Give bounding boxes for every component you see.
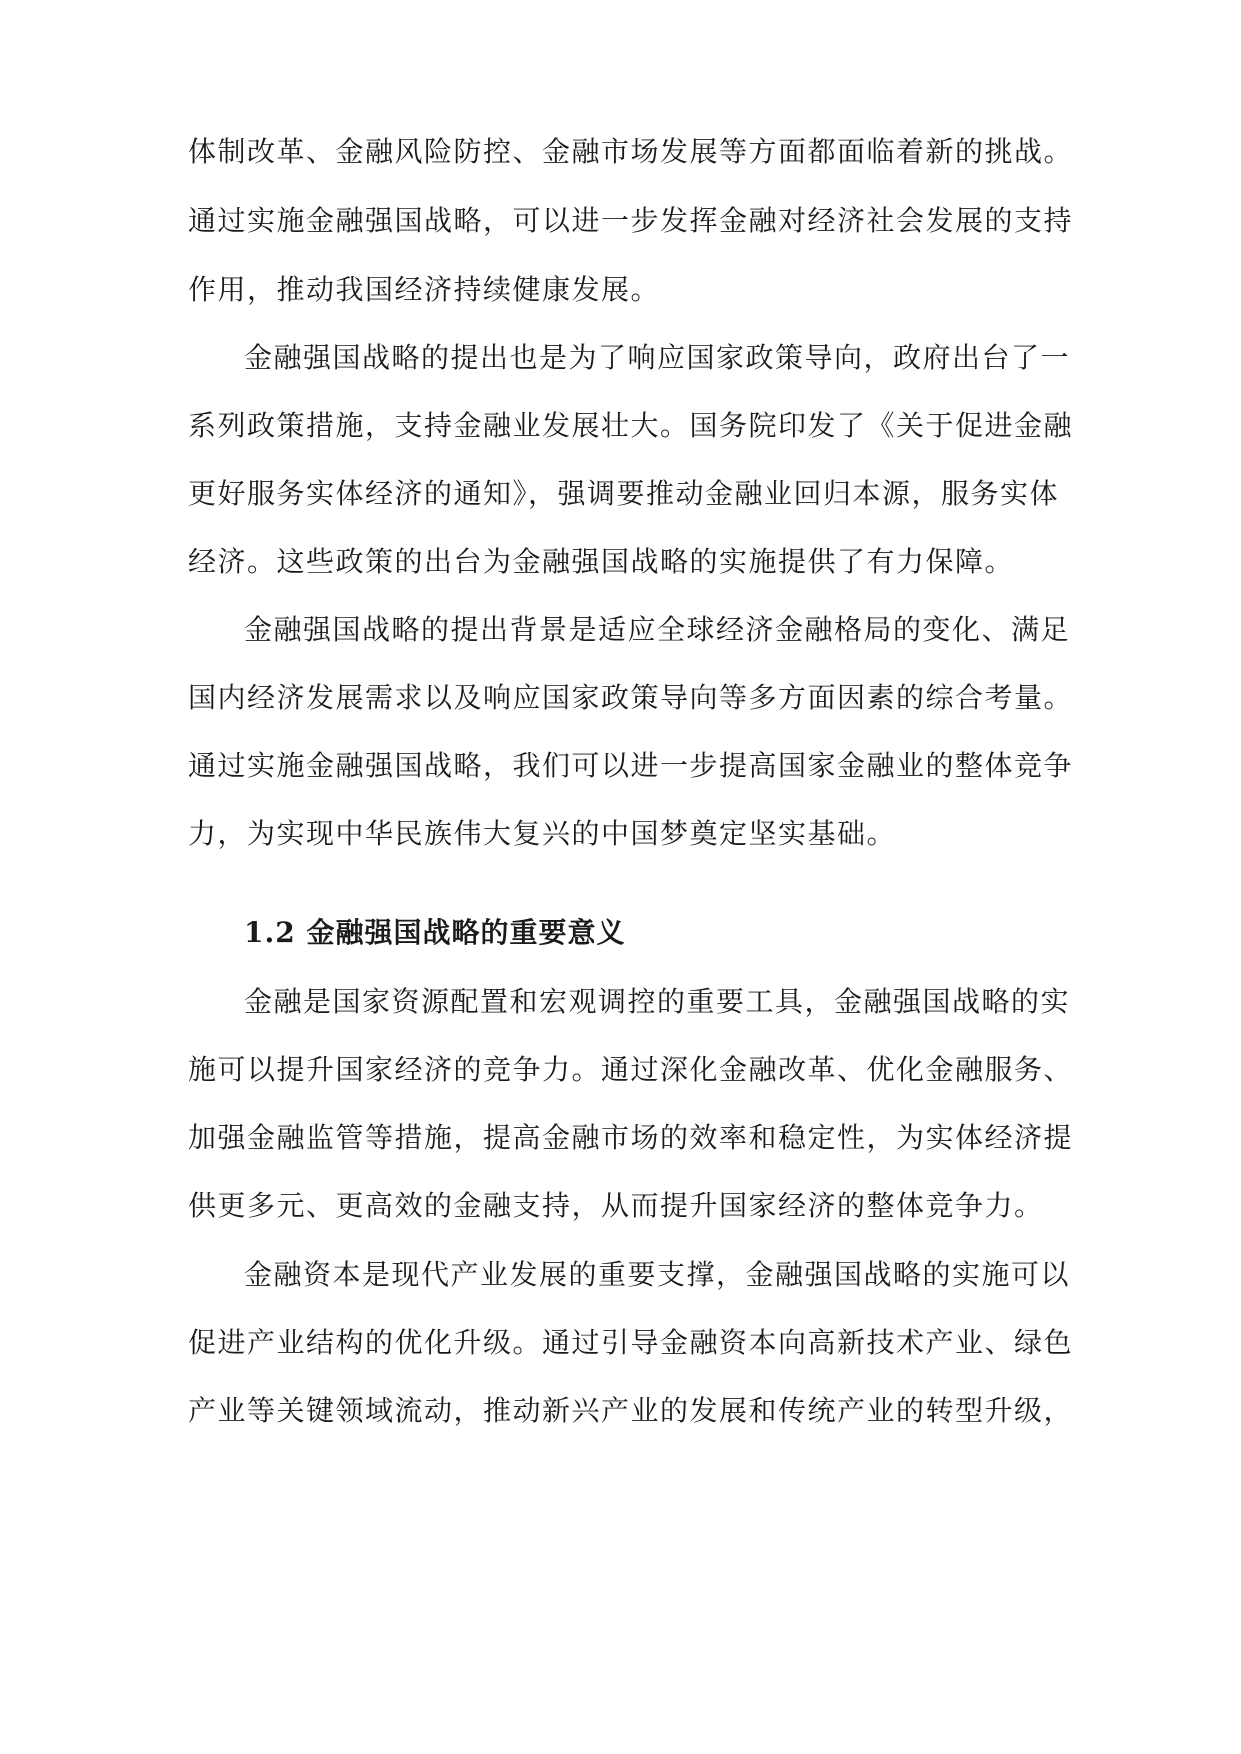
paragraph-2-line-3: 更好服务实体经济的通知》，强调要推动金融业回归本源，服务实体 bbox=[188, 477, 1060, 510]
section-paragraph-2-line-3: 产业等关键领域流动，推动新兴产业的发展和传统产业的转型升级， bbox=[188, 1394, 1074, 1427]
paragraph-3-line-3: 通过实施金融强国战略，我们可以进一步提高国家金融业的整体竞争 bbox=[188, 749, 1074, 782]
paragraph-1-line-3: 作用，推动我国经济持续健康发展。 bbox=[188, 273, 661, 306]
section-paragraph-2-line-1: 金融资本是现代产业发展的重要支撑，金融强国战略的实施可以 bbox=[244, 1258, 1071, 1291]
section-heading: 1.2 金融强国战略的重要意义 bbox=[244, 916, 626, 949]
section-paragraph-1-line-2: 施可以提升国家经济的竞争力。通过深化金融改革、优化金融服务、 bbox=[188, 1053, 1074, 1086]
section-paragraph-1-line-3: 加强金融监管等措施，提高金融市场的效率和稳定性，为实体经济提 bbox=[188, 1121, 1074, 1154]
paragraph-1-line-1: 体制改革、金融风险防控、金融市场发展等方面都面临着新的挑战。 bbox=[188, 135, 1074, 168]
section-paragraph-1-line-1: 金融是国家资源配置和宏观调控的重要工具，金融强国战略的实 bbox=[244, 985, 1071, 1018]
paragraph-1-line-2: 通过实施金融强国战略，可以进一步发挥金融对经济社会发展的支持 bbox=[188, 204, 1074, 237]
paragraph-3-line-4: 力，为实现中华民族伟大复兴的中国梦奠定坚实基础。 bbox=[188, 817, 897, 850]
section-paragraph-1-line-4: 供更多元、更高效的金融支持，从而提升国家经济的整体竞争力。 bbox=[188, 1189, 1044, 1222]
section-paragraph-2-line-2: 促进产业结构的优化升级。通过引导金融资本向高新技术产业、绿色 bbox=[188, 1326, 1074, 1359]
paragraph-2-line-2: 系列政策措施，支持金融业发展壮大。国务院印发了《关于促进金融 bbox=[188, 409, 1074, 442]
paragraph-2-line-4: 经济。这些政策的出台为金融强国战略的实施提供了有力保障。 bbox=[188, 545, 1015, 578]
paragraph-3-line-2: 国内经济发展需求以及响应国家政策导向等多方面因素的综合考量。 bbox=[188, 681, 1074, 714]
paragraph-3-line-1: 金融强国战略的提出背景是适应全球经济金融格局的变化、满足 bbox=[244, 613, 1071, 646]
paragraph-2-line-1: 金融强国战略的提出也是为了响应国家政策导向，政府出台了一 bbox=[244, 341, 1071, 374]
